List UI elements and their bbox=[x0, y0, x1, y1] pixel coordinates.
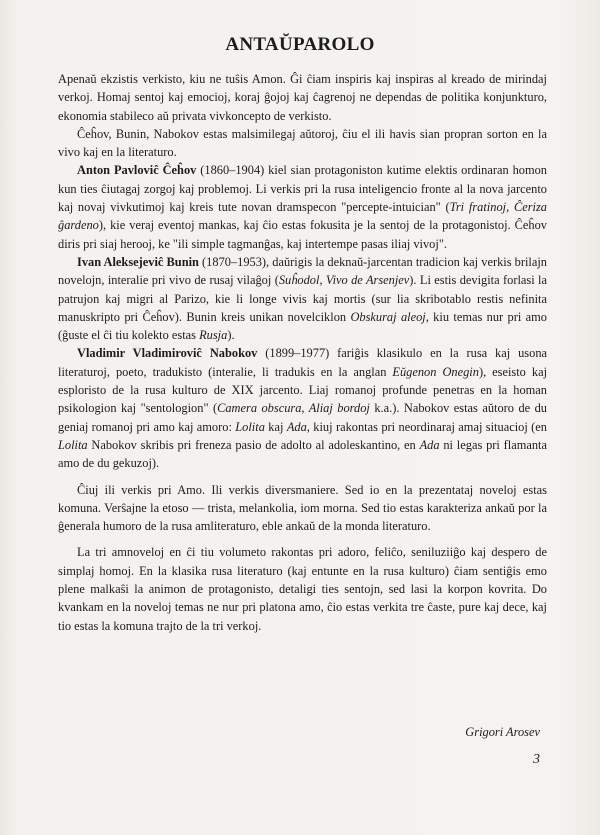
paragraph-authors: Ĉeĥov, Bunin, Nabokov estas malsimilegaj aŭtoroj, ĉiu el ili havis sian propran sorton en la vivo kaj en la literaturo. bbox=[58, 126, 547, 160]
paragraph-chekhov: Anton Pavloviĉ Ĉeĥov (1860–1904) kiel sian protagoniston kutime elektis ordinaran homon kun ties ĉiutagaj zorgoj kaj problemoj. Li verkis pri la rusa inteligencio fronte al la nova jarcento kaj novaj vivkutimoj kaj kreis tute novan dramspecon "percepte-intuician" (Tri fratinoj, Ĉeriza ĝardeno), kie veraj eventoj mankas, kaj ĉio estas fokusita je la sentoj de la protagonistoj. Ĉeĥov diris pri siaj herooj, ke "ili simple tagmanĝas, kaj intertempe pasas iliaj vivoj". bbox=[58, 163, 547, 251]
paragraph-intro: Apenaŭ ekzistis verkisto, kiu ne tuŝis Amon. Ĝi ĉiam inspiris kaj inspiras al kreado de mirindaj verkoj. Homaj sentoj kaj emocioj, koraj ĝojoj kaj ĉagrenoj ne dependas de politika konjunkturo, ekonomia stabileco aŭ privata vivkoncepto de verkisto. bbox=[58, 72, 547, 123]
paragraph-conclusion: La tri amnoveloj en ĉi tiu volumeto rakontas pri adoro, feliĉo, seniluziiĝo kaj despero de simplaj homoj. En la klasika rusa literaturo (kaj entunte en la rusa kulturo) ĉiam sentiĝis emo plene malkaŝi la animon de protagonisto, detaligi ties sentojn, sed lasi la korpon kovrita. Do kvankam en la noveloj temas ne nur pri platona amo, ĉio estas verkita tre ĉaste, pure kaj dece, kaj tio estas la komuna trajto de la tri verkoj. bbox=[58, 545, 547, 633]
author-name-chekhov: Anton Pavloviĉ Ĉeĥov bbox=[77, 163, 197, 178]
work-title: Tri fratinoj, Ĉeriza ĝardeno bbox=[58, 200, 547, 233]
work-title: Camera obscura, Aliaj bordoj bbox=[217, 401, 370, 416]
preface-body bbox=[58, 70, 547, 635]
work-title: Obskuraj aleoj bbox=[350, 309, 426, 324]
author-name-bunin: Ivan Aleksejeviĉ Bunin bbox=[77, 254, 199, 269]
work-title: Rusja bbox=[199, 328, 228, 343]
author-signature: Grigori Arosev bbox=[465, 725, 540, 739]
work-title: Lolita bbox=[58, 437, 88, 452]
work-title: Suĥodol, Vivo de Arsenjev bbox=[278, 273, 410, 288]
work-title: Lolita bbox=[235, 419, 265, 434]
work-title: Ada bbox=[419, 437, 440, 452]
paragraph-bunin: Ivan Aleksejeviĉ Bunin (1870–1953), daŭrigis la deknaŭ-jarcentan tradicion kaj verkis brilajn novelojn, interalie pri vivo de rusaj vilaĝoj (Suĥodol, Vivo de Arsenjev). Li estis devigita forlasi la patrujon kaj migri al Parizo, kie li longe vivis kaj mortis (sur lia skribotablo restis nefinita manuskripto pri Ĉeĥov). Bunin kreis unikan novelciklon Obskuraj aleoj, kiu temas nur pri amo (ĝuste el ĉi tiu kolekto estas Rusja). bbox=[58, 254, 547, 343]
work-title: Eŭgenon Onegin bbox=[392, 364, 479, 379]
author-name-nabokov: Vladimir Vladimiroviĉ Nabokov bbox=[77, 346, 258, 361]
work-title: Ada bbox=[286, 419, 307, 434]
page-number: 3 bbox=[533, 752, 540, 767]
page-title: ANTAŬPAROLO bbox=[225, 34, 375, 55]
paragraph-common: Ĉiuj ili verkis pri Amo. Ili verkis diversmaniere. Sed io en la prezentataj noveloj estas komuna. Verŝajne la etoso — trista, melankolia, iom morna. Sed tio estas karakteriza ankaŭ por la ĝenerala humoro de la rusa amliteraturo, eble ankaŭ de la monda literaturo. bbox=[58, 482, 547, 534]
paragraph-nabokov: Vladimir Vladimiroviĉ Nabokov (1899–1977) fariĝis klasikulo en la rusa kaj usona literaturoj, poeto, tradukisto (interalie, li tradukis en la anglan Eŭgenon Onegin), eseisto kaj esploristo de la rusa kulturo de XIX jarcento. Liaj romanoj profunde penetras en la homan psikologion kaj "sentologion" (Camera obscura, Aliaj bordoj k.a.). Nabokov estas aŭtoro de du geniaj romanoj pri amo kaj amoro: Lolita kaj Ada, kiuj rakontas pri neordinaraj amaj situacioj (en Lolita Nabokov skribis pri freneza pasio de adolto al adoleskantino, en Ada ni legas pri flamanta amo de du gekuzoj). bbox=[58, 346, 548, 471]
